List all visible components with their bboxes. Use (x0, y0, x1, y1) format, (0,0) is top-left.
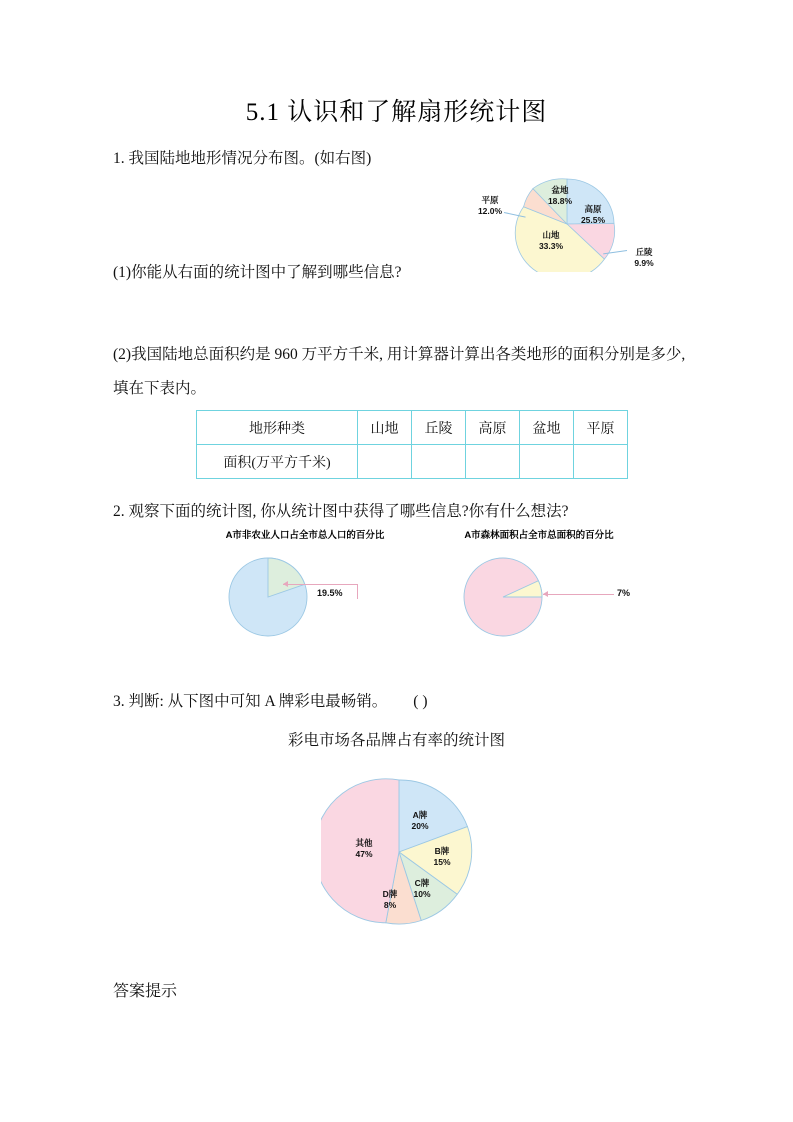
question-1-sub1-text: (1)你能从右面的统计图中了解到哪些信息? (113, 264, 402, 281)
question-3-answer-blank[interactable]: ( ) (413, 693, 428, 710)
question-2-text: 2. 观察下面的统计图, 你从统计图中获得了哪些信息?你有什么想法? (113, 503, 569, 520)
tv-brand-other-pct: 47% (355, 848, 373, 859)
table-rowlabel-area: 面积(万平方千米) (197, 445, 358, 479)
forest-pie-svg (462, 556, 544, 638)
terrain-label-pingyuan (473, 195, 507, 216)
terrain-shandi-name: 山地 (542, 230, 560, 240)
terrain-pingyuan-pct: 12.0% (477, 205, 503, 216)
forest-callout-label: 7% (617, 588, 631, 598)
terrain-area-table (196, 410, 628, 479)
terrain-label-pendi (535, 185, 585, 206)
tv-label-brand-d (373, 889, 407, 910)
tv-brand-a-name: A牌 (412, 810, 428, 820)
terrain-shandi-pct: 33.3% (538, 240, 564, 251)
forest-area-pie-chart (462, 556, 544, 638)
question-1-sub2-text: (2)我国陆地总面积约是 960 万平方千米, 用计算器计算出各类地形的面积分别是多少, 填在下表内。 (113, 346, 686, 397)
table-header-qiuling: 丘陵 (412, 411, 466, 445)
table-header-pingyuan: 平原 (574, 411, 628, 445)
terrain-pendi-name: 盆地 (551, 185, 569, 195)
tv-brand-a-pct: 20% (411, 820, 429, 831)
forest-chart-title: A市森林面积占全市总面积的百分比 (464, 530, 614, 541)
terrain-pie-chart (505, 176, 630, 272)
terrain-gaoyuan-name: 高原 (584, 204, 602, 214)
tv-brand-c-name: C牌 (414, 878, 430, 888)
table-cell-pingyuan-area[interactable] (574, 445, 628, 479)
terrain-label-qiuling (627, 247, 661, 268)
forest-leader-horizontal (543, 594, 614, 595)
table-cell-pendi-area[interactable] (520, 445, 574, 479)
page-title: 5.1 认识和了解扇形统计图 (245, 99, 548, 126)
question-3-text (113, 685, 427, 719)
tv-brand-chart-title: 彩电市场各品牌占有率的统计图 (287, 732, 505, 749)
terrain-gaoyuan-pct: 25.5% (580, 214, 606, 225)
terrain-qiuling-name: 丘陵 (635, 247, 653, 257)
tv-brand-c-pct: 10% (413, 888, 431, 899)
answer-hint-heading: 答案提示 (113, 983, 178, 1000)
nonagri-chart-title: A市非农业人口占全市总人口的百分比 (225, 530, 385, 541)
tv-brand-b-pct: 15% (433, 856, 451, 867)
table-row-header (197, 411, 628, 445)
table-header-shandi: 山地 (358, 411, 412, 445)
tv-brand-b-name: B牌 (434, 846, 450, 856)
tv-label-brand-a (403, 810, 437, 831)
nonagri-population-pie-chart (227, 556, 309, 638)
tv-brand-pie-chart (321, 774, 477, 930)
terrain-pingyuan-name: 平原 (481, 195, 499, 205)
question-3-statement: 3. 判断: 从下图中可知 A 牌彩电最畅销。 (113, 693, 388, 710)
tv-brand-d-pct: 8% (383, 899, 397, 910)
table-header-gaoyuan: 高原 (466, 411, 520, 445)
table-header-category: 地形种类 (197, 411, 358, 445)
nonagri-leader-arrow (283, 581, 288, 587)
table-cell-qiuling-area[interactable] (412, 445, 466, 479)
forest-leader-arrow (543, 591, 548, 597)
tv-label-brand-other (347, 838, 381, 859)
nonagri-callout-label: 19.5% (317, 588, 343, 598)
terrain-label-gaoyuan (571, 204, 615, 225)
tv-label-brand-c (405, 878, 439, 899)
terrain-label-shandi (527, 230, 575, 251)
nonagri-pie-svg (227, 556, 309, 638)
table-cell-shandi-area[interactable] (358, 445, 412, 479)
tv-brand-d-name: D牌 (382, 889, 398, 899)
question-1-text: 1. 我国陆地地形情况分布图。(如右图) (113, 150, 372, 167)
table-row-area (197, 445, 628, 479)
terrain-pendi-pct: 18.8% (547, 195, 573, 206)
nonagri-leader-vertical (357, 584, 358, 599)
tv-brand-other-name: 其他 (355, 838, 373, 848)
nonagri-leader-horizontal (283, 584, 357, 585)
tv-label-brand-b (425, 846, 459, 867)
terrain-qiuling-pct: 9.9% (634, 257, 654, 268)
table-cell-gaoyuan-area[interactable] (466, 445, 520, 479)
table-header-pendi: 盆地 (520, 411, 574, 445)
